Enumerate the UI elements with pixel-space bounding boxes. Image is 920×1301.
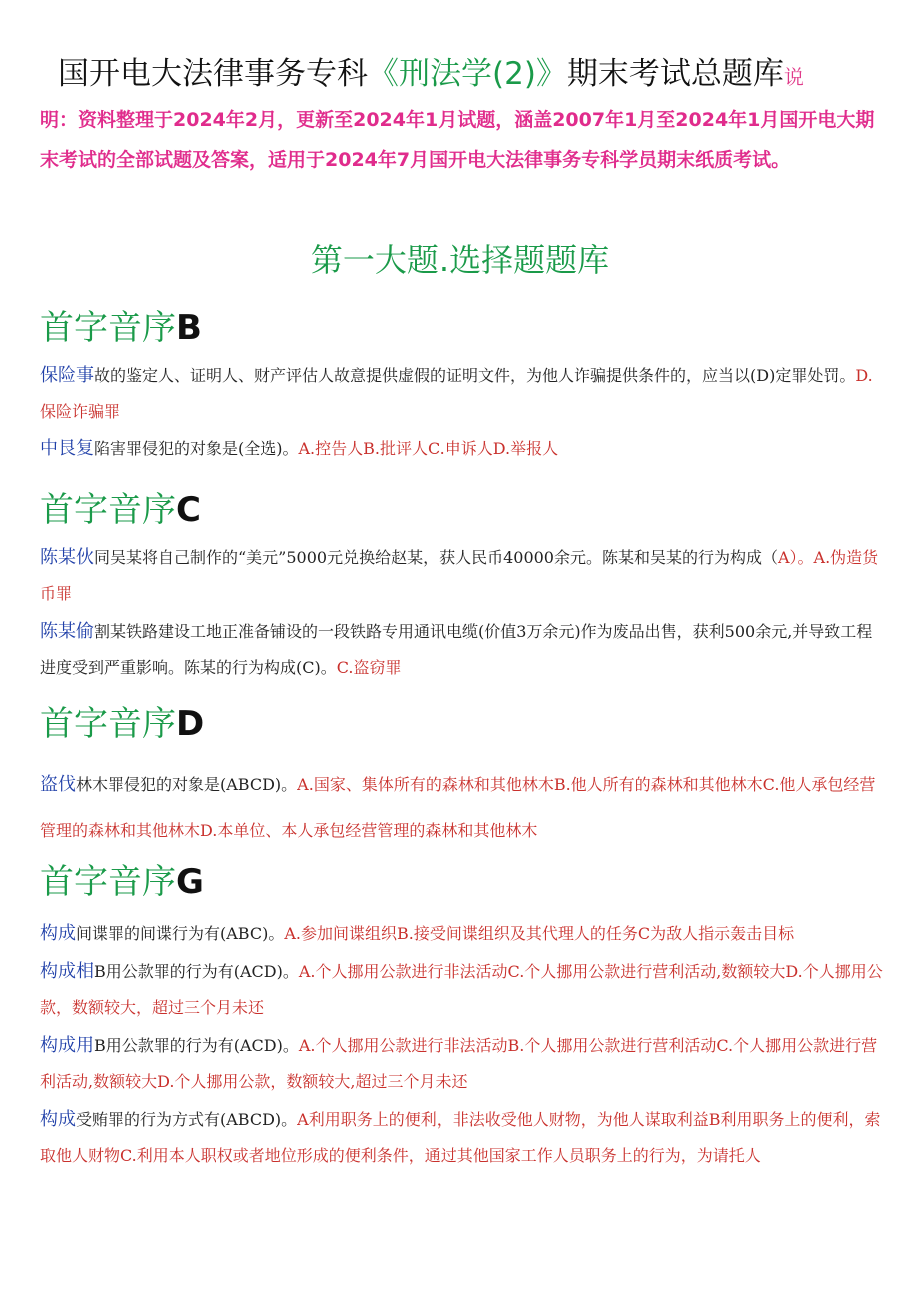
section-title: 第一大题.选择题题库 bbox=[310, 241, 610, 279]
question-stem: 间谍罪的间谍行为有(ABC)。 bbox=[76, 924, 285, 943]
question-keyword: 构成相 bbox=[40, 961, 94, 982]
title-main: 国开电大法律事务专科 bbox=[58, 56, 368, 92]
question-keyword: 保险事 bbox=[40, 365, 94, 386]
title-end: 期末考试总题库 bbox=[566, 56, 784, 92]
title-tail: 说 bbox=[783, 65, 804, 89]
group-heading-g: 首字音序G bbox=[40, 862, 204, 902]
question-answer: A.个人挪用公款进行非法活动B.个人挪用公款进行营利活动C.个人挪用公款进行营利活动,数额较大D.个人挪用公款，数额较大,超过三个月未还 bbox=[40, 1036, 878, 1091]
question-item bbox=[40, 1028, 885, 1100]
question-item bbox=[40, 358, 885, 430]
question-keyword: 陈某伙 bbox=[40, 547, 94, 568]
question-answer: A.参加间谍组织B.接受间谍组织及其代理人的任务C为敌人指示轰击目标 bbox=[284, 924, 795, 943]
question-keyword: 构成 bbox=[40, 1109, 76, 1130]
question-answer: D.保险诈骗罪 bbox=[40, 366, 873, 421]
question-item bbox=[40, 540, 885, 612]
group-heading-c: 首字音序C bbox=[40, 490, 201, 530]
question-item bbox=[40, 916, 885, 952]
question-answer: C.盗窃罪 bbox=[336, 658, 402, 677]
question-stem: 同吴某将自己制作的“美元”5000元兑换给赵某，获人民币40000余元。陈某和吴某的行为构成（ bbox=[94, 548, 778, 567]
question-item bbox=[40, 1102, 885, 1174]
question-stem: B用公款罪的行为有(ACD)。 bbox=[94, 962, 299, 981]
question-item bbox=[40, 762, 885, 854]
group-heading-b: 首字音序B bbox=[40, 308, 202, 348]
question-answer: A.控告人B.批评人C.申诉人D.举报人 bbox=[298, 439, 559, 458]
document-title bbox=[58, 52, 918, 99]
question-stem: 陷害罪侵犯的对象是(全选)。 bbox=[94, 439, 299, 458]
question-keyword: 构成 bbox=[40, 923, 76, 944]
question-stem: 割某铁路建设工地正准备铺设的一段铁路专用通讯电缆(价值3万余元)作为废品出售，获利500余元,并导致工程进度受到严重影响。陈某的行为构成(C)。 bbox=[40, 622, 873, 677]
title-course: 《刑法学(2)》 bbox=[368, 56, 567, 92]
question-stem: B用公款罪的行为有(ACD)。 bbox=[94, 1036, 299, 1055]
question-item bbox=[40, 431, 885, 467]
document-description: 明：资料整理于2024年2月，更新至2024年1月试题，涵盖2007年1月至2024年1月国开电大期末考试的全部试题及答案，适用于2024年7月国开电大法律事务专科学员期末纸质考试。 bbox=[40, 109, 875, 171]
question-keyword: 盗伐 bbox=[40, 774, 76, 795]
question-item bbox=[40, 614, 885, 686]
question-answer: A）。A.伪造货币罪 bbox=[40, 548, 879, 603]
question-answer: A.国家、集体所有的森林和其他林木B.他人所有的森林和其他林木C.他人承包经营管理的森林和其他林木D.本单位、本人承包经营管理的森林和其他林木 bbox=[40, 775, 876, 840]
question-item bbox=[40, 954, 885, 1026]
question-stem: 林木罪侵犯的对象是(ABCD)。 bbox=[76, 775, 298, 794]
question-answer: A.个人挪用公款进行非法活动C.个人挪用公款进行营利活动,数额较大D.个人挪用公款，数额较大，超过三个月未还 bbox=[40, 962, 883, 1017]
question-keyword: 构成用 bbox=[40, 1035, 94, 1056]
group-heading-d: 首字音序D bbox=[40, 704, 205, 744]
question-keyword: 陈某偷 bbox=[40, 621, 94, 642]
question-stem: 故的鉴定人、证明人、财产评估人故意提供虚假的证明文件，为他人诈骗提供条件的，应当以(D)定罪处罚。 bbox=[94, 366, 856, 385]
question-keyword: 中艮复 bbox=[40, 438, 94, 459]
question-stem: 受贿罪的行为方式有(ABCD)。 bbox=[76, 1110, 298, 1129]
question-answer: A利用职务上的便利，非法收受他人财物，为他人谋取利益B利用职务上的便利，索取他人财物C.利用本人职权或者地位形成的便利条件，通过其他国家工作人员职务上的行为，为请托人 bbox=[40, 1110, 881, 1165]
